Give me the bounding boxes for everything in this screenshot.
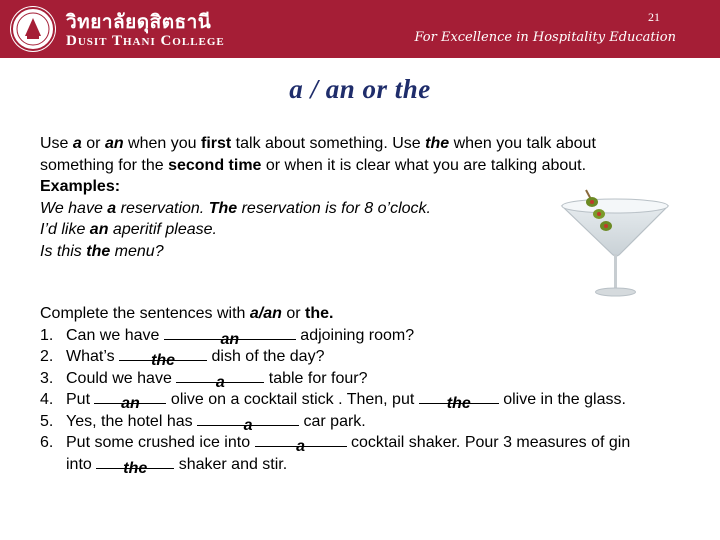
text-run: Use [40, 135, 73, 152]
answer-blank [119, 346, 207, 368]
text-run: olive on a cocktail stick . Then, put [166, 391, 419, 408]
header-band [0, 0, 720, 58]
text-run: reservation. [116, 199, 209, 217]
text-run-bold: first [201, 135, 232, 152]
exercise-item-2 [40, 346, 720, 368]
exercise-item-6 [40, 432, 720, 454]
answer-text: a [296, 438, 305, 455]
tagline: For Excellence in Hospitality Education [414, 30, 676, 45]
text-run-bold: an [89, 221, 109, 238]
text-run-emphasis: a/an [249, 305, 282, 322]
text-run: Put [66, 391, 95, 408]
page-number: 21 [648, 10, 660, 24]
text-run: cocktail shaker. Pour 3 measures of gin [346, 434, 631, 451]
intro-line-2 [40, 155, 700, 177]
text-run: Put some crushed ice into [66, 434, 255, 451]
item-number: 5. [40, 412, 54, 430]
item-number: 2. [40, 348, 54, 365]
text-run-emphasis: the [425, 135, 450, 152]
text-run: menu? [110, 242, 164, 260]
text-run: We have [40, 199, 108, 217]
text-run-bold: a [107, 199, 117, 217]
text-run: car park. [299, 412, 366, 430]
answer-blank [419, 389, 499, 411]
exercise-block [40, 303, 720, 475]
text-run: What’s [66, 348, 120, 365]
item-number: 3. [40, 369, 54, 387]
exercise-item-4 [40, 389, 720, 411]
answer-text: a [215, 373, 225, 391]
text-run: or [81, 135, 105, 152]
intro-line-1 [40, 133, 700, 155]
martini-glass-icon [554, 188, 674, 303]
text-run: I’d like [40, 221, 90, 238]
text-run: or when it is clear what you are talking about. [261, 156, 587, 174]
text-run: when you talk about [449, 135, 596, 152]
text-run: dish of the day? [207, 348, 325, 365]
slide-title: a / an or the [289, 74, 431, 104]
text-run: aperitif please. [108, 221, 217, 238]
answer-blank [164, 325, 296, 347]
text-run: Can we have [66, 326, 164, 344]
item-number: 4. [40, 391, 54, 408]
answer-text: an [220, 330, 240, 348]
text-run: Is this [40, 242, 87, 260]
logo-thai-text: วิทยาลัยดุสิตธานี [66, 11, 212, 33]
answer-blank [96, 454, 174, 476]
exercise-item-1 [40, 325, 720, 347]
text-run: or [281, 305, 306, 322]
answer-text: a [243, 416, 253, 434]
answer-text: the [151, 352, 176, 369]
exercise-instruction [40, 303, 720, 325]
text-run: something for the [40, 156, 169, 174]
answer-text: the [446, 395, 471, 412]
item-number: 6. [40, 434, 54, 451]
text-run-bold: second time [168, 156, 262, 174]
exercise-item-6-continued [40, 454, 720, 476]
text-run: reservation is for 8 o’clock. [237, 199, 431, 217]
logo-english-text: Dusit Thani College [66, 33, 225, 49]
text-run: adjoining room? [295, 326, 415, 344]
answer-blank [94, 389, 166, 411]
text-run-bold: The [208, 199, 238, 217]
answer-text: an [121, 395, 140, 412]
text-run: Yes, the hotel has [66, 412, 198, 430]
text-run-bold: the [86, 242, 111, 260]
text-run: table for four? [264, 369, 368, 387]
text-run: when you [123, 135, 201, 152]
text-run: into [66, 455, 97, 473]
answer-text: the [123, 459, 148, 477]
text-run: Could we have [66, 369, 177, 387]
answer-blank [197, 411, 299, 433]
text-run: olive in the glass. [498, 391, 626, 408]
examples-label-text: Examples: [40, 178, 121, 195]
text-run-bold: the. [305, 305, 334, 322]
text-run: talk about something. Use [231, 135, 426, 152]
college-seal-icon [10, 6, 56, 52]
answer-blank [176, 368, 264, 390]
text-run-emphasis: an [104, 135, 124, 152]
item-number: 1. [40, 326, 54, 344]
answer-blank [255, 432, 347, 454]
text-run-emphasis: a [72, 135, 82, 152]
text-run: shaker and stir. [174, 455, 288, 473]
text-run: Complete the sentences with [40, 305, 250, 322]
